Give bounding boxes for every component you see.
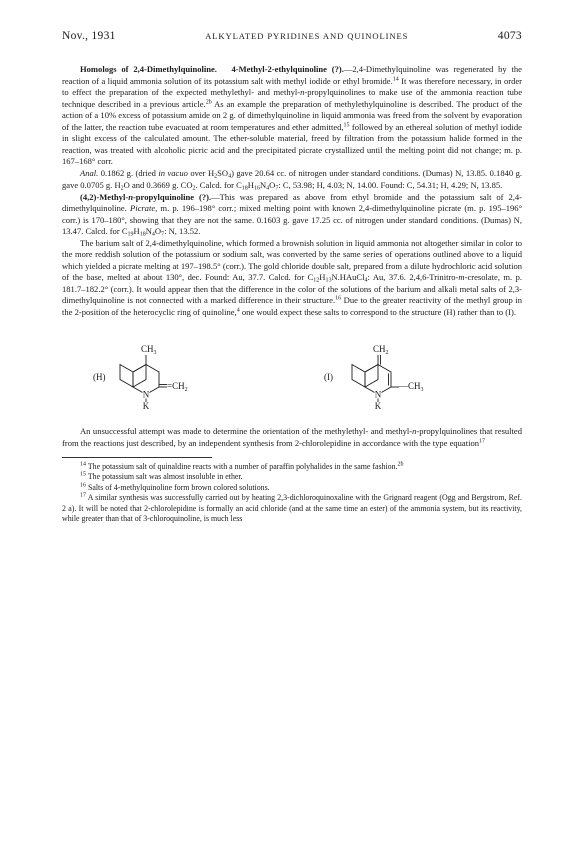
journal-page (62, 30, 522, 524)
structure-i-label: (I) (324, 372, 333, 382)
structure-h-ch3-top: $CH_3$ (141, 344, 157, 356)
header-page-number: 4073 (497, 30, 522, 42)
structure-i-ch2-top: $CH_2$ (373, 344, 389, 356)
structure-h-potassium: K (142, 401, 150, 411)
header-title: ALKYLATED PYRIDINES AND QUINOLINES (205, 31, 409, 41)
paragraph-barium-salt: The barium salt of 2,4-dimethylquinoline, which formed a brownish solution in liquid ammonia not altogether similar in color to the more reddish solution of the potassium or sodium salt, was converted by the same series of operations outlined above to a liquid which yielded a picrate melting at 197–198.5° (corr.). The gold chloride double salt, prepared from a dilute hydrochloric acid solution of the base, melted at about 130°, dec. Found: Au, 37.7. Calcd. for $C_{12}H_{13}N.HAuCl_4$: Au, 37.6. 2,4,6-Trinitro-m-cresolate, m. p. 181.7–182.2° (corr.). It would appear then that the difference in the color of the solutions of the barium and alkali metal salts of 2,3-dimethylquinoline is not connected with a marked difference in their structure.$^{16}$ Due to the greater reactivity of the methyl group in the 2-position of the heterocyclic ring of quinoline,$^4$ one would expect these salts to correspond to the structure (H) rather than to (I). (62, 237, 523, 317)
footnotes (62, 462, 522, 524)
footnote-16: $^{16}$ Salts of 4-methylquinoline form brown colored solutions. (80, 482, 270, 492)
section-heading: Homologs of 2,4-Dimethylquinoline. (80, 64, 217, 74)
paragraph-propylquinoline: (4,2)-Methyl-n-propylquinoline (?).—This was prepared as above from ethyl bromide and the potassium salt of 2,4-dimethylquinoline. Picrate, m. p. 196–198° corr.; mixed melting point with known 2,4-dimethylquinoline picrate (m. p. 195–196° corr.) is 170–180°, showing that they are not the same. 0.1603 g. gave 17.25 cc. of nitrogen under standard conditions. (Dumas) N, 13.47. Calcd. for $C_{19}H_{18}N_4O_7$: N, 13.52. (62, 191, 522, 238)
structure-h-ch2-right: $=CH_2$ (167, 381, 188, 393)
paragraph-analysis: Anal. 0.1862 g. (dried in vacuo over $H_2SO_4$) gave 20.64 cc. of nitrogen under standard conditions. (Dumas) N, 13.85. 0.1840 g. gave 0.0705 g. $H_2O$ and 0.3669 g. $CO_2$. Calcd. for $C_{18}H_{16}N_4O_7$: C, 53.98; H, 4.03; N, 14.00. Found: C, 54.31; H, 4.29; N, 13.85. (62, 168, 522, 191)
footnote-ref: 16 (335, 295, 342, 302)
footnote-15: $^{15}$ The potassium salt was almost insoluble in ether. (80, 471, 243, 482)
structure-i-ch3-right: $—CH_3$ (399, 381, 424, 393)
footnote-14: $^{14}$ The potassium salt of quinaldine reacts with a number of paraffin polyhalides in the same fashion.$^{2b}$ (80, 461, 404, 471)
paragraph-homologs: Homologs of 2,4-Dimethylquinoline. 4-Methyl-2-ethylquinoline (?).—2,4-Dimethylquinoline was regenerated by the reaction of a liquid ammonia solution of its potassium salt with methyl iodide or ethyl bromide.$^{14}$ It was therefore necessary, in order to effect the preparation of the expected methylethyl- and methyl-n-propylquinolines to make use of the ammonia reaction tube technique described in a previous article.$^{2b}$ As an example the preparation of methylethylquinoline is described. The product of the action of a 10% excess of potassium amide on 2 g. of dimethylquinoline in liquid ammonia was freed from the solvent by evaporation of the latter, the reaction tube evacuated at room temperatures and ether admitted,$^{15}$ followed by an ethereal solution of methyl iodide in slight excess of the calculated amount. The ether-soluble material, freed by filtration from the potassium halide formed in the reaction, was treated with alcoholic picric acid and the precipitated picrate crystallized until the melting point did not change; m. p. 167–168° corr. (62, 64, 523, 166)
footnote-divider (62, 457, 212, 458)
structure-i-potassium: K (374, 401, 382, 411)
structure-i-nitrogen: N (374, 389, 382, 400)
header-date: Nov., 1931 (62, 30, 116, 42)
running-header (62, 30, 522, 42)
footnote-17: $^{17}$ A similar synthesis was successfully carried out by heating 2,3-dichloroquinoxaline with the Grignard reagent (Ogg and Bergstrom, Ref. 2 a). It will be noted that 2-chlorolepidine is formally an acid chloride (and at the same time an ester) of the ammonia system, but its reactivity, while greater than that of 3-chloroquinoline, is much less (62, 492, 522, 524)
footnote-ref: 14 (392, 76, 399, 82)
article-body (62, 64, 522, 449)
footnote-ref: 15 (343, 122, 350, 128)
structure-h-nitrogen: N (142, 389, 150, 400)
structure-figure (62, 322, 522, 420)
footnote-ref: 4 (236, 307, 240, 313)
footnote-ref: 2b (205, 99, 212, 105)
chemical-structures (62, 322, 522, 420)
analysis-label: Anal. (80, 168, 99, 178)
footnote-ref: 17 (479, 438, 486, 444)
structure-h-label: (H) (93, 372, 106, 382)
compound-heading: 4-Methyl-2-ethylquinoline (?). (231, 64, 344, 74)
compound-heading: (4,2)-Methyl- (80, 191, 129, 202)
paragraph-orientation: An unsuccessful attempt was made to determine the orientation of the methylethyl- and methyl-n-propylquinolines that resulted from the reactions just described, by an independent synthesis from 2-chlorolepidine in accordance with the type equation$^{17}$ (62, 426, 522, 448)
